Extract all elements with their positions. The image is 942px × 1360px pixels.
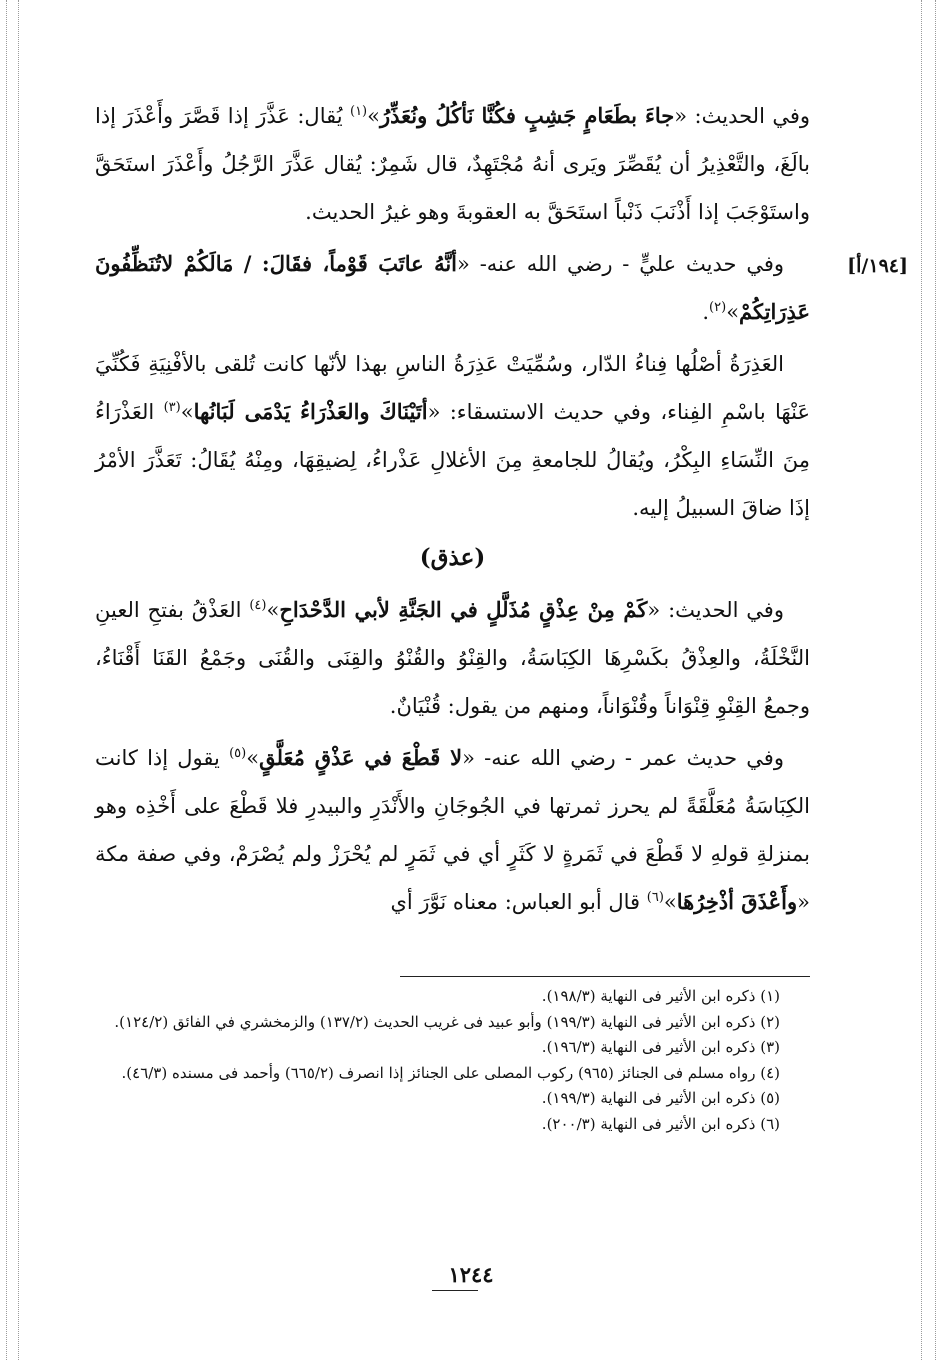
footnote-ref: (٦): [646, 890, 664, 905]
hadith-quote: وأَعْذَقَ أذْخِرُهَا: [676, 889, 798, 914]
page-edge-left-inner: [18, 0, 19, 1360]
paragraph-hadith-food: [95, 92, 810, 236]
text-run: »: [246, 746, 260, 770]
text-run: »: [266, 598, 280, 622]
footnotes: [95, 984, 810, 1137]
text-run: »: [180, 400, 194, 424]
page-edge-right-inner: [921, 0, 922, 1360]
paragraph-hadith-umar: [95, 734, 810, 926]
footnote-6: (٦) ذكره ابن الأثير فى النهاية (٢٠٠/٣).: [541, 1114, 780, 1133]
footnote-ref: (٤): [249, 598, 267, 613]
page-edge-right-outer: [935, 0, 936, 1360]
page-number: ١٢٤٤: [448, 1262, 494, 1287]
footnote-ref: (٥): [229, 746, 247, 761]
text-run: العَذْرَاءُ مِنَ النِّسَاءِ البِكْرُ، ويُقالُ للجامعةِ مِنَ الأغلالِ عَذْراءُ، لِضيقِهَا، ومِنْهُ يُقَالُ: تَعَذَّرَ الأمْرُ إذَا ضاقَ السبيلُ إليه.: [95, 400, 810, 520]
hadith-quote: لا قَطْعَ في عَذْقٍ مُعَلَّقٍ: [259, 745, 463, 770]
footnote-separator: [400, 976, 810, 977]
text-run: قال أبو العباس: معناه نَوَّرَ أي: [390, 890, 647, 914]
main-text: [95, 92, 908, 930]
page-number-underline: [432, 1290, 478, 1291]
text-run: »: [367, 104, 380, 128]
footnote-ref: (٣): [163, 400, 181, 415]
text-run: يُقال: عَذَّرَ إذا قَصَّرَ وأَعْذَرَ إذا بالَغَ، والتَّعْذِيرُ أن يُقَصِّرَ ويَرى أنهُ مُجْتَهِدٌ، قال شَمِرٌ: يُقال عَذَّرَ الرَّجُلُ وأَعْذَرَ استَحَقَّ واستَوْجَبَ إذا أَذْنَبَ ذَنْباً استَحَقَّ به العقوبةَ وهو غيرُ الحديث.: [95, 104, 810, 224]
text-run: العَذْقُ بفتحِ العينِ النَّخْلَةُ، والعِذْقُ بكَسْرِهَا الكِبَاسَةُ، والقِنْوُ والقُنْوُ والقِنَى والقُنَى وجَمْعُ القَنَا أَقْنَاءُ، وجمعُ القِنْوِ قِنْوَاناً وقُنْوَاناً، ومنهم من يقول: قُنْيَانٌ.: [95, 598, 810, 718]
text-run: »: [726, 300, 740, 324]
folio-margin-note: [١٩٤/أ]: [847, 255, 908, 277]
footnote-ref: (١): [349, 104, 368, 119]
footnote-ref: (٢): [709, 300, 727, 315]
hadith-quote: أتَيْنَاكَ والعَذْرَاءُ يَدْمَى لَبَانُها: [193, 399, 428, 424]
text-run: .: [702, 300, 710, 324]
footnote-5: (٥) ذكره ابن الأثير فى النهاية (١٩٩/٣).: [541, 1089, 780, 1107]
page-edge-left-outer: [6, 0, 7, 1360]
section-heading: (عذق): [419, 544, 486, 571]
footnote-3: (٣) ذكره ابن الأثير فى النهاية (١٩٦/٣).: [541, 1038, 780, 1056]
text-run: وفي الحديث: «: [674, 104, 811, 128]
text-run: العَذِرَةُ أصْلُها فِناءُ الدّار، وسُمِّيَتْ عَذِرَةُ الناسِ بهذا لأنّها كانت تُلقى بالأفْنِيَةِ فَكُنِّيَ عَنْهَا باسْمِ الفِناء، وفي حديث الاستسقاء: «: [95, 352, 810, 424]
paragraph-hadith-ali: [95, 240, 908, 336]
text-run: »: [663, 890, 677, 914]
paragraph-udhra: [95, 340, 810, 532]
text-run: وفي حديث عمر - رضي الله عنه- «: [462, 746, 784, 770]
hadith-quote: كَمْ مِنْ عِذْقٍ مُذَلَّلٍ في الجَنَّةِ لأبي الدَّحْدَاحِ: [279, 597, 648, 622]
hadith-quote: جاءَ بطَعَامٍ جَشِبٍ فكُنَّا نَأكُلُ ونُعَذِّرُ: [379, 103, 675, 128]
footnote-1: (١) ذكره ابن الأثير فى النهاية (١٩٨/٣).: [541, 987, 780, 1005]
text-run: وفي حديث عليٍّ - رضي الله عنه- «: [457, 252, 785, 276]
hadith-quote: أنَّهُ عاتَبَ قَوْماً، فقَالَ: / مَالَكُمْ لاتُنَظِّفُونَ عَذِرَاتِكُمْ: [95, 251, 810, 324]
text-run: وفي الحديث: «: [647, 598, 784, 622]
footnote-2: (٢) ذكره ابن الأثير فى النهاية (١٩٩/٣) وأبو عبيد فى غريب الحديث (١٣٧/٢) والزمخشري في الفائق (١٢٤/٢).: [114, 1012, 780, 1031]
footnote-4: (٤) رواه مسلم فى الجنائز (٩٦٥) ركوب المصلى على الجنائز إذا انصرف (٦٦٥/٢) وأحمد فى مسنده (٤٦/٣).: [121, 1063, 780, 1082]
paragraph-hadith-idhq: [95, 586, 810, 730]
text-run: يقول إذا كانت الكِبَاسَةُ مُعَلَّقَةً لم يحرز ثمرتها في الجُوجَانِ والأَنْدَرِ والبيدرِ فلا قَطْعَ على أَخْذِه وهو بمنزلةِ قولهِ لا قَطْعَ في ثَمَرةٍ لا كَثَرٍ أي في ثَمَرٍ لم يُحْرَزْ ولم يُصْرَمْ، وفي صفة مكة «: [95, 746, 810, 914]
